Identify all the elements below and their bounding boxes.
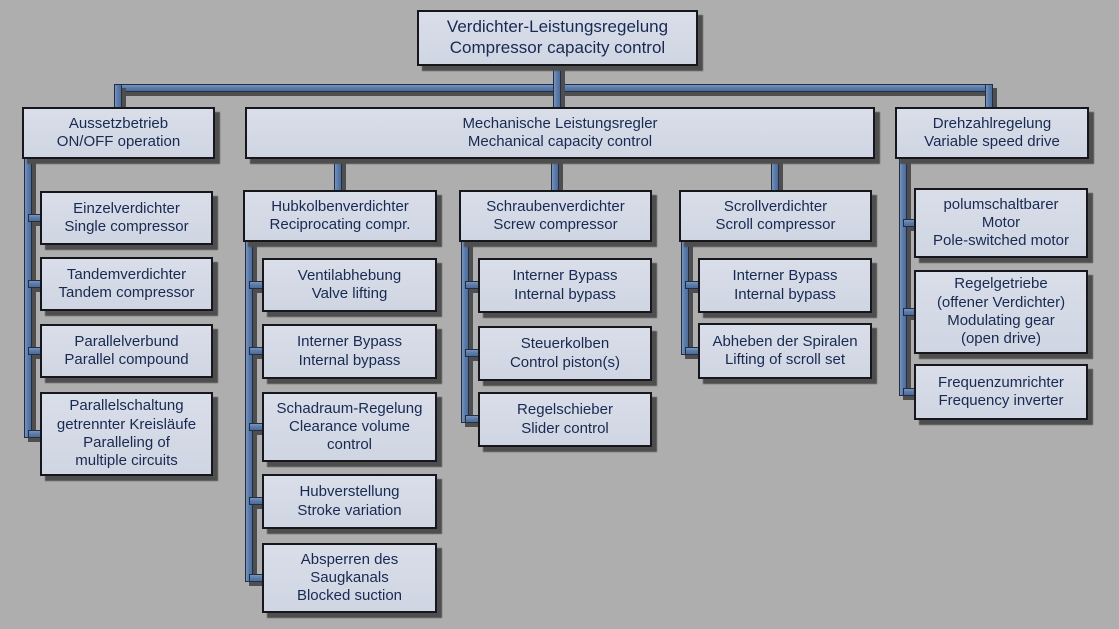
node-compressor-capacity-control: Verdichter-Leistungsregelung Compressor capacity control: [417, 10, 698, 66]
node-valve-lifting: Ventilabhebung Valve lifting: [262, 258, 437, 312]
node-clearance-volume-control: Schadraum-Regelung Clearance volume control: [262, 392, 437, 462]
node-reciprocating-compressor: Hubkolbenverdichter Reciprocating compr.: [243, 190, 437, 242]
node-variable-speed-drive: Drehzahlregelung Variable speed drive: [895, 107, 1089, 159]
node-pole-switched-motor: polumschaltbarer Motor Pole-switched motor: [914, 188, 1088, 258]
node-tandem-compressor: Tandemverdichter Tandem compressor: [40, 257, 213, 311]
node-blocked-suction: Absperren des Saugkanals Blocked suction: [262, 543, 437, 613]
node-lifting-of-scroll-set: Abheben der Spiralen Lifting of scroll set: [698, 323, 872, 379]
rail-reciprocating: [245, 240, 253, 582]
rail-scroll: [681, 240, 689, 355]
node-slider-control: Regelschieber Slider control: [478, 392, 652, 447]
connector-root-stem: [553, 64, 561, 111]
node-mechanical-capacity-control: Mechanische Leistungsregler Mechanical capacity control: [245, 107, 875, 159]
node-internal-bypass-screw: Interner Bypass Internal bypass: [478, 258, 652, 313]
node-internal-bypass-recip: Interner Bypass Internal bypass: [262, 324, 437, 379]
rail-speed: [899, 157, 907, 396]
rail-onoff: [24, 157, 32, 438]
node-frequency-inverter: Frequenzumrichter Frequency inverter: [914, 364, 1088, 420]
node-internal-bypass-scroll: Interner Bypass Internal bypass: [698, 258, 872, 313]
node-onoff-operation: Aussetzbetrieb ON/OFF operation: [22, 107, 215, 159]
node-parallel-compound: Parallelverbund Parallel compound: [40, 324, 213, 378]
node-control-piston: Steuerkolben Control piston(s): [478, 326, 652, 381]
node-single-compressor: Einzelverdichter Single compressor: [40, 191, 213, 245]
node-modulating-gear-open-drive: Regelgetriebe (offener Verdichter) Modulating gear (open drive): [914, 270, 1088, 354]
node-paralleling-multiple-circuits: Parallelschaltung getrennter Kreisläufe Paralleling of multiple circuits: [40, 392, 213, 476]
node-screw-compressor: Schraubenverdichter Screw compressor: [459, 190, 652, 242]
node-stroke-variation: Hubverstellung Stroke variation: [262, 474, 437, 529]
node-scroll-compressor: Scrollverdichter Scroll compressor: [679, 190, 872, 242]
rail-screw: [461, 240, 469, 423]
